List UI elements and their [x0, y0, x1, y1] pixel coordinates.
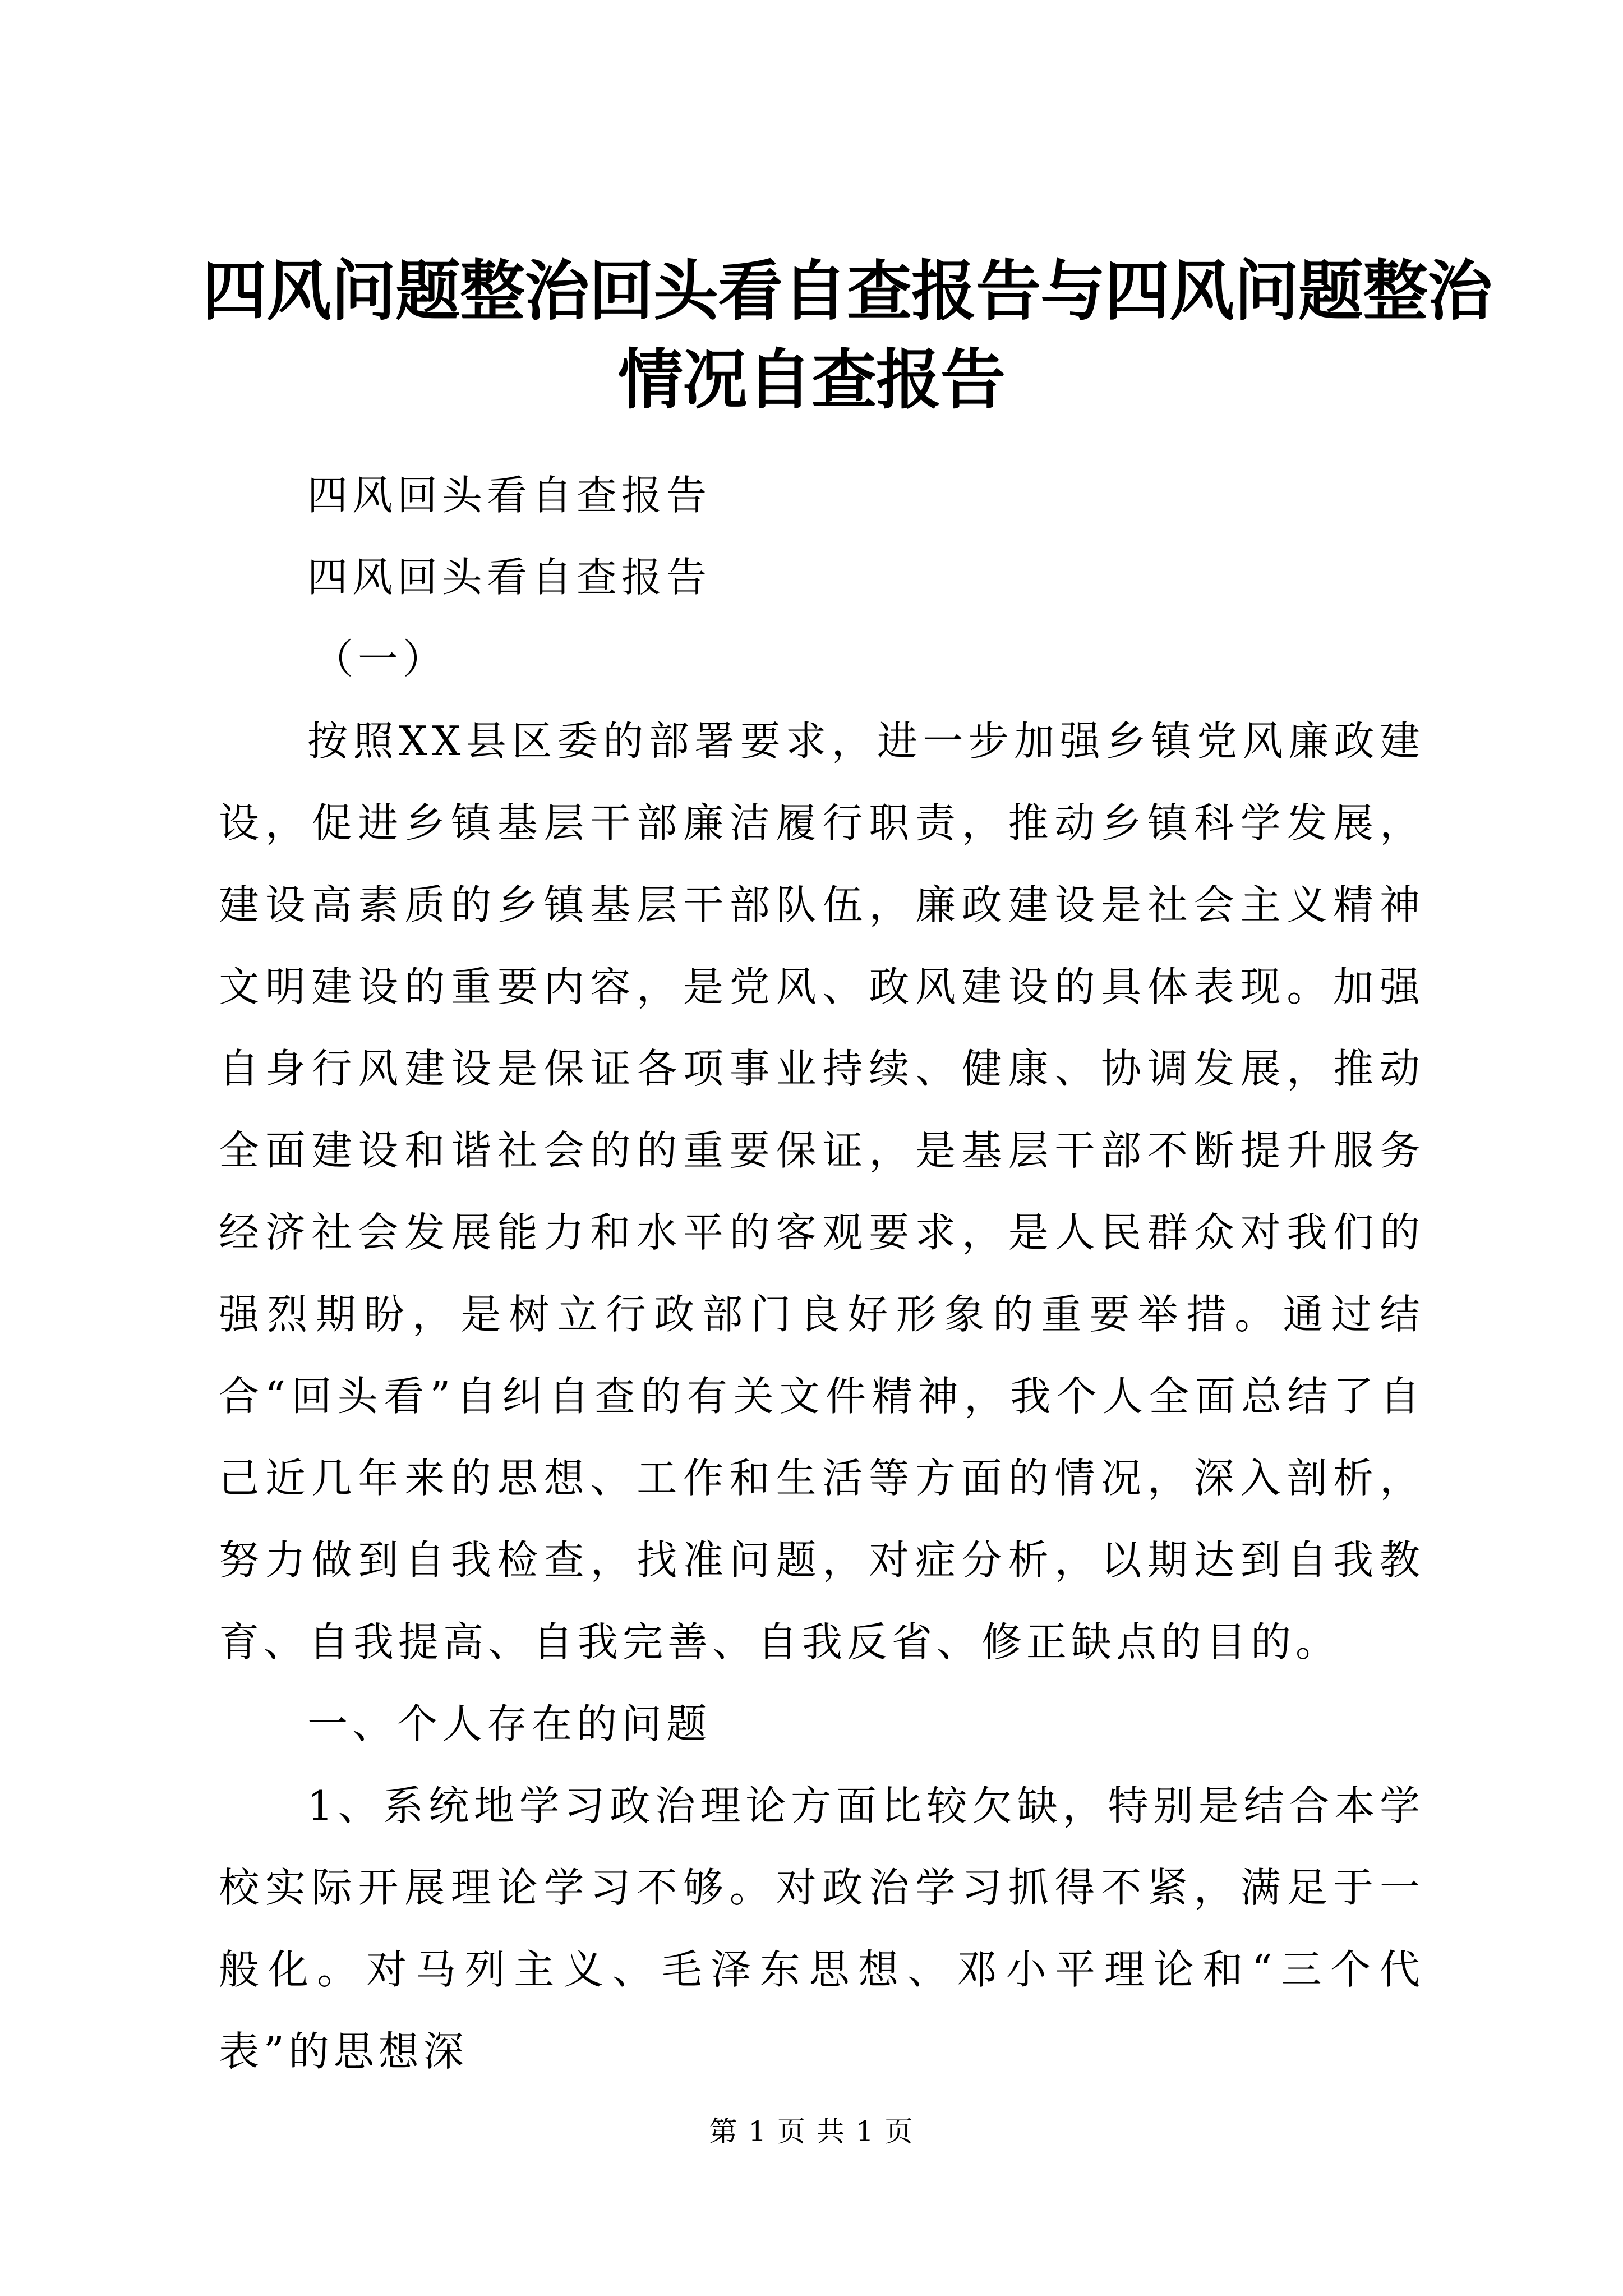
section-heading: 一、个人存在的问题 [307, 1700, 712, 1747]
section-number: （一） [313, 636, 448, 683]
page-footer: 第 1 页 共 1 页 [709, 2115, 914, 2148]
title-line-1: 四风问题整治回头看自查报告与四风问题整治 [202, 253, 1492, 329]
body-paragraph: 按照XX县区委的部署要求，进一步加强乡镇党风廉政建设，促进乡镇基层干部廉洁履行职责，推动乡镇科学发展，建设高素质的乡镇基层干部队伍，廉政建设是社会主义精神文明建设的重要内容，是党风、政风建设的具体表现。加强自身行风建设是保证各项事业持续、健康、协调发展，推动全面建设和谐社会的的重要保证，是基层干部不断提升服务经济社会发展能力和水平的客观要求，是人民群众对我们的强烈期盼，是树立行政部门良好形象的重要举措。通过结合“回头看”自纠自查的有关文件精神，我个人全面总结了自己近几年来的思想、工作和生活等方面的情况，深入剖析，努力做到自我检查，找准问题，对症分析，以期达到自我教育、自我提高、自我完善、自我反省、修正缺点的目的。 [219, 717, 1424, 1665]
subtitle-paragraph: 四风回头看自查报告 [307, 554, 712, 601]
document-body [219, 454, 1424, 2092]
subtitle-paragraph: 四风回头看自查报告 [307, 472, 712, 519]
document-title [202, 247, 1492, 424]
body-paragraph: 1、系统地学习政治理论方面比较欠缺，特别是结合本学校实际开展理论学习不够。对政治学习抓得不紧，满足于一般化。对马列主义、毛泽东思想、邓小平理论和“三个代表”的思想深 [219, 1782, 1424, 2075]
title-line-2: 情况自查报告 [618, 342, 1005, 418]
